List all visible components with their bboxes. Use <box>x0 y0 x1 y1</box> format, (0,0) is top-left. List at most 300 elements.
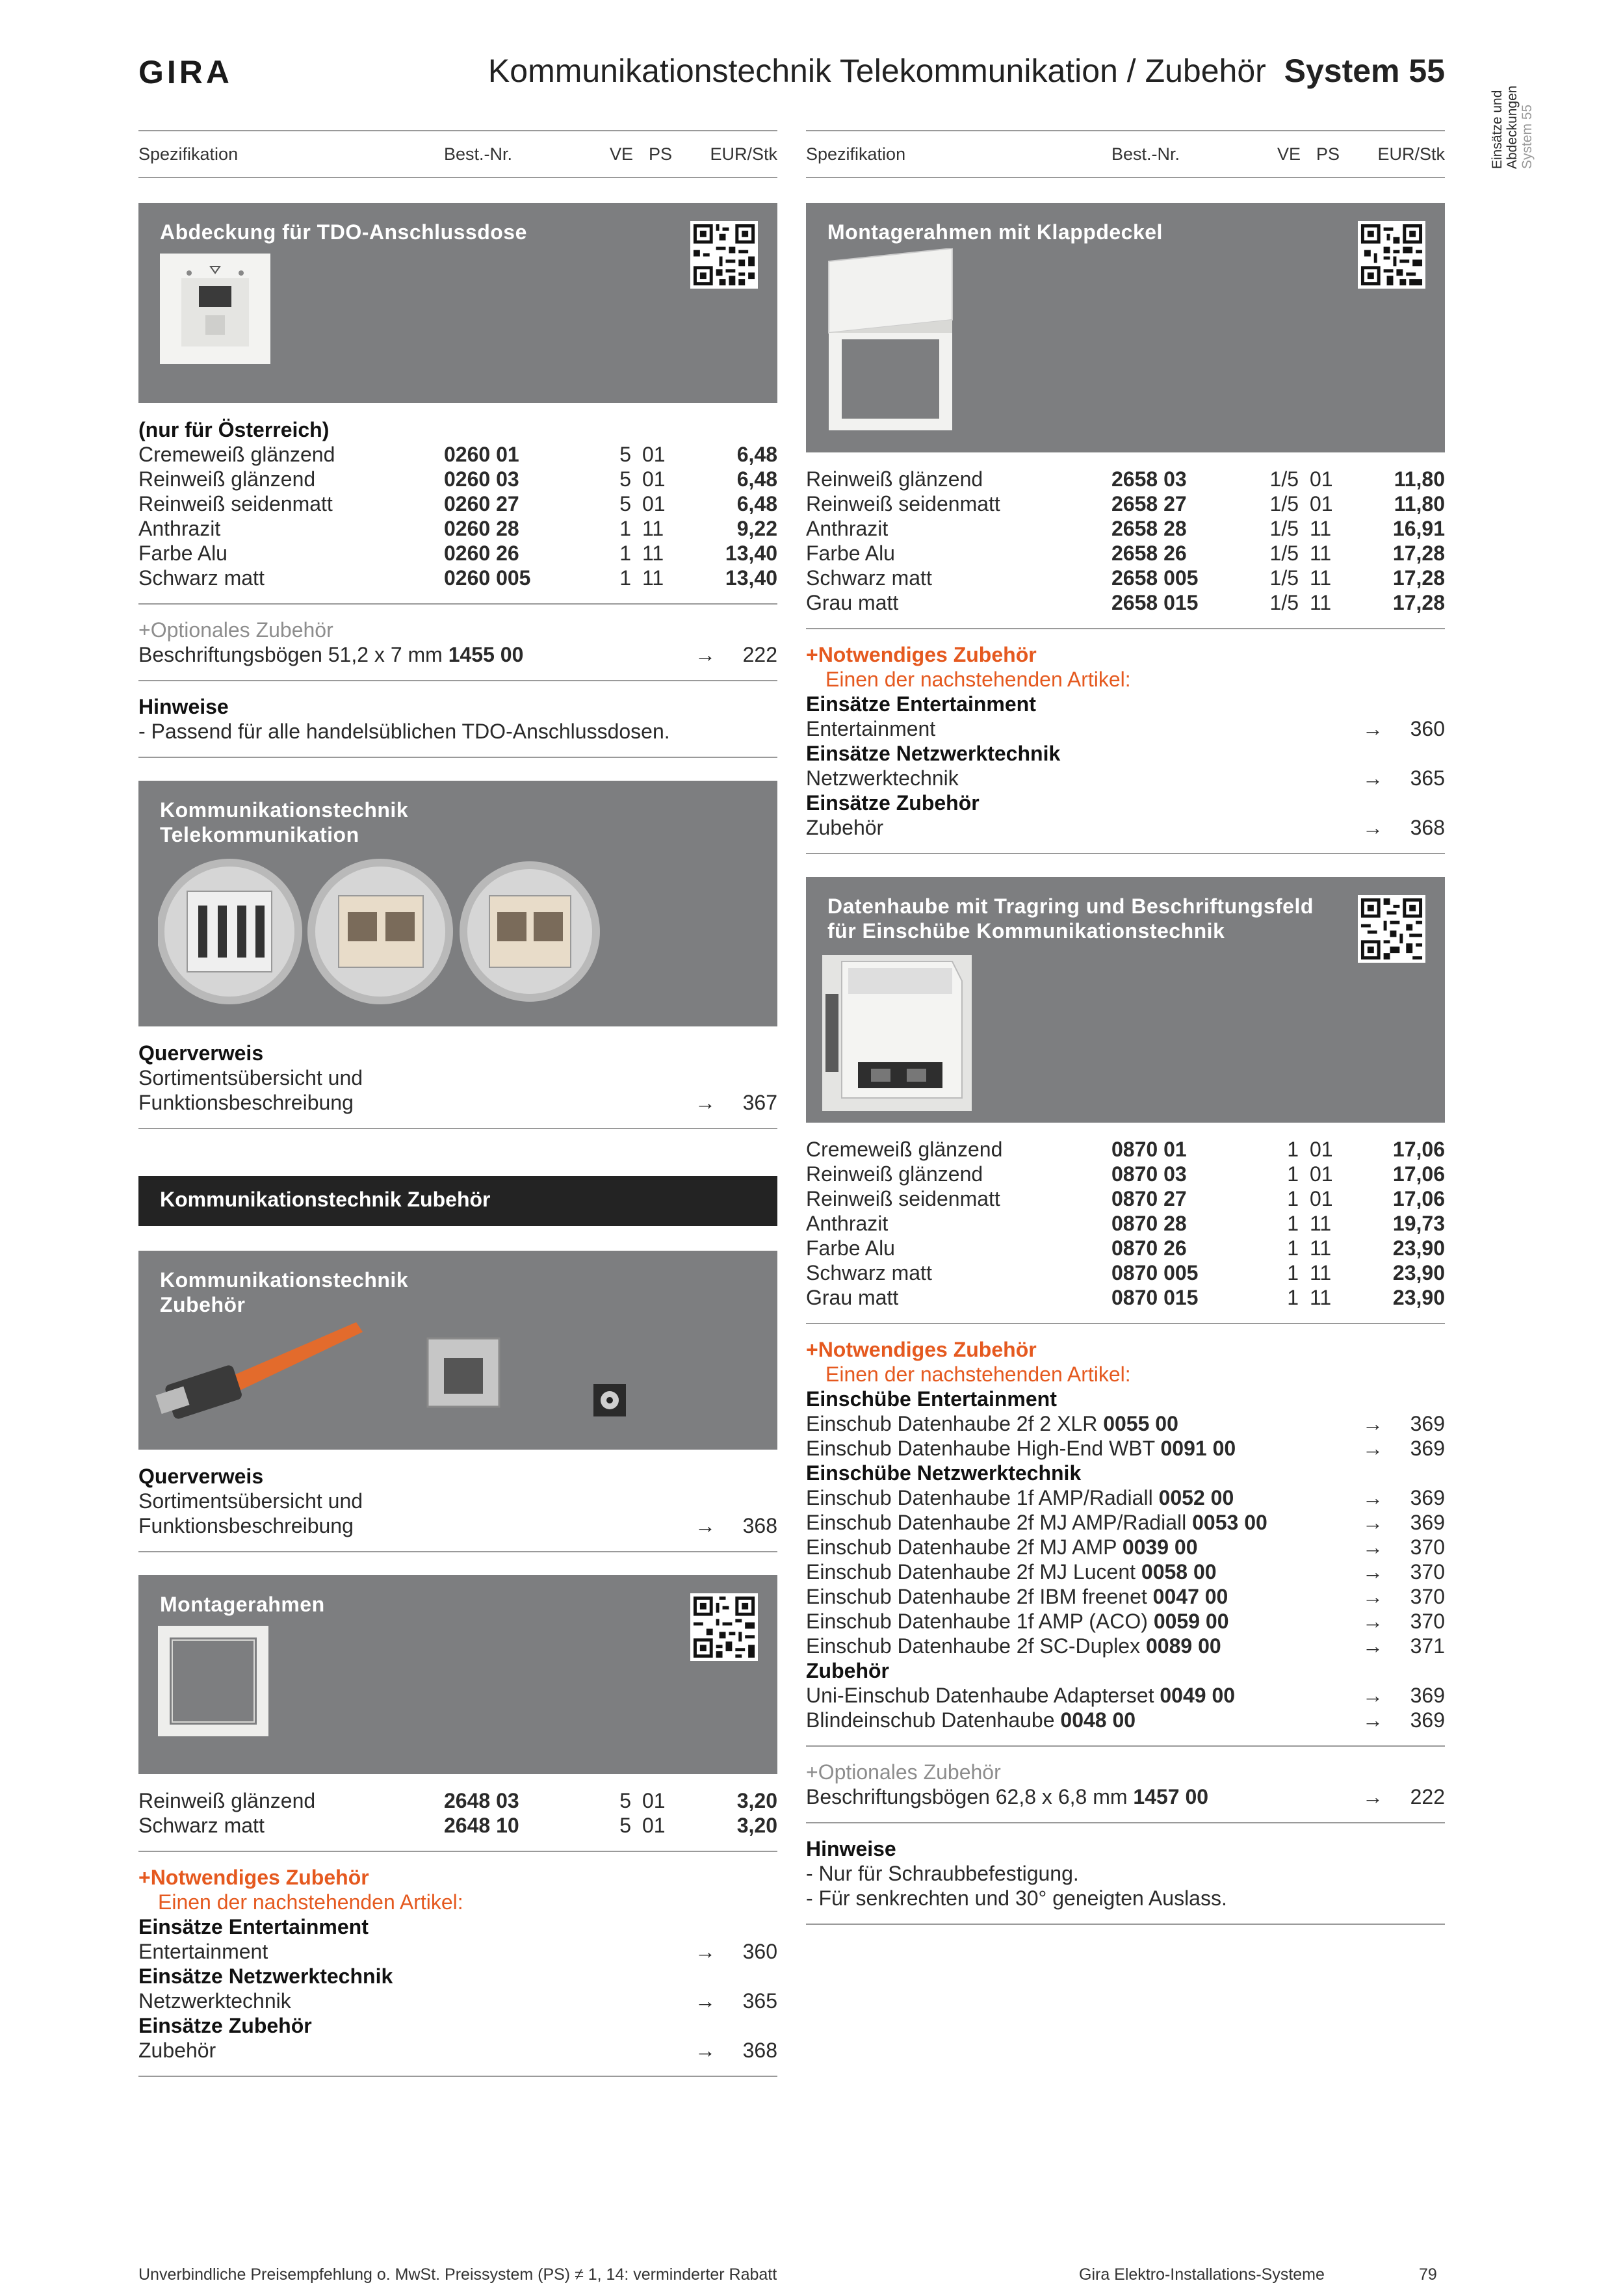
product-ps: 11 <box>642 541 664 565</box>
page-ref[interactable]: 370 <box>1410 1560 1445 1584</box>
hint-row <box>806 1861 1445 1886</box>
arrow-right-icon: → <box>1362 1486 1383 1509</box>
req-label-row <box>806 1337 1445 1362</box>
zubehoer-title-line1: Kommunikationstechnik <box>160 1268 409 1292</box>
product-ve: 5 <box>619 492 631 515</box>
opt-label <box>138 618 333 642</box>
product-name: Reinweiß seidenmatt <box>806 492 1000 515</box>
req-sub-row <box>806 667 1445 692</box>
req-item-text: Einschub Datenhaube High-End WBT <box>806 1437 1155 1460</box>
colhead-ps: PS <box>1316 144 1340 164</box>
product-number: 0870 01 <box>1111 1138 1187 1161</box>
ref-line1: Sortimentsübersicht und <box>138 1489 363 1513</box>
page-ref[interactable]: 369 <box>1410 1412 1445 1435</box>
req-group-heading-text: Einsätze Entertainment <box>806 692 1036 716</box>
section-bar-title: Kommunikationstechnik Zubehör <box>160 1188 491 1211</box>
tdo-title: Abdeckung für TDO-Anschlussdose <box>160 220 527 244</box>
datenhaube-image <box>822 948 978 1117</box>
product-ve: 1/5 <box>1269 492 1299 515</box>
divider <box>806 1924 1445 1925</box>
product-number: 2658 28 <box>1111 517 1187 540</box>
product-ps: 01 <box>1310 492 1333 515</box>
hint-label-row <box>138 694 777 719</box>
arrow-right-icon: → <box>695 643 716 666</box>
product-row[interactable] <box>806 590 1445 615</box>
req-label-text: Notwendiges Zubehör <box>818 643 1037 666</box>
klappdeckel-image <box>822 248 959 437</box>
req-item-text: Entertainment <box>138 1940 268 1963</box>
product-ps: 11 <box>1310 1261 1332 1285</box>
page-ref[interactable]: 365 <box>1410 766 1445 790</box>
daten-required-groups <box>806 1387 1445 1732</box>
divider <box>138 1128 777 1129</box>
req-group-heading-text: Einschübe Netzwerktechnik <box>806 1461 1082 1485</box>
plus-icon: + <box>806 643 818 666</box>
page-ref[interactable]: 371 <box>1410 1634 1445 1658</box>
req-item <box>806 1535 1197 1559</box>
product-price: 17,06 <box>1392 1162 1445 1186</box>
product-number: 0260 27 <box>444 492 519 515</box>
tdo-hints <box>138 694 777 744</box>
req-label-text: Notwendiges Zubehör <box>150 1866 369 1889</box>
hint-text: - Für senkrechten und 30° geneigten Auslass. <box>806 1886 1227 1910</box>
req-item-row[interactable] <box>806 815 1445 840</box>
req-sub: Einen der nachstehenden Artikel: <box>158 1890 463 1914</box>
opt-item <box>138 642 523 667</box>
daten-optional <box>806 1760 1445 1809</box>
product-row[interactable] <box>806 516 1445 541</box>
product-row[interactable] <box>138 467 777 491</box>
req-item-row[interactable] <box>806 1634 1445 1658</box>
product-number: 0260 28 <box>444 517 519 540</box>
req-item-row[interactable] <box>138 1989 777 2013</box>
product-row[interactable] <box>806 1211 1445 1236</box>
arrow-right-icon: → <box>1362 1634 1383 1658</box>
product-name: Farbe Alu <box>138 541 227 565</box>
divider <box>138 757 777 758</box>
req-item-text: Zubehör <box>806 816 884 839</box>
req-sub: Einen der nachstehenden Artikel: <box>825 1363 1131 1386</box>
product-row[interactable] <box>806 1137 1445 1162</box>
product-number: 0260 01 <box>444 443 519 466</box>
req-group-heading <box>138 1964 777 1989</box>
opt-item-text: Beschriftungsbögen 62,8 x 6,8 mm <box>806 1785 1128 1808</box>
req-label-text: Notwendiges Zubehör <box>818 1338 1037 1361</box>
page-ref[interactable]: 368 <box>742 2039 777 2062</box>
column-header-left <box>138 130 777 178</box>
req-item-row[interactable] <box>806 1708 1445 1732</box>
page-title-system: System 55 <box>1284 53 1445 89</box>
product-row[interactable] <box>138 491 777 516</box>
product-ve: 5 <box>619 1814 631 1837</box>
ref-line2: Funktionsbeschreibung <box>138 1091 354 1114</box>
req-group-heading <box>806 790 1445 815</box>
daten-hints <box>806 1836 1445 1911</box>
arrow-right-icon: → <box>695 1091 716 1114</box>
product-ps: 01 <box>1310 467 1333 491</box>
product-ps: 11 <box>1310 1236 1332 1260</box>
req-item-row[interactable] <box>806 1609 1445 1634</box>
page-ref[interactable]: 365 <box>742 1989 777 2013</box>
opt-item-row[interactable] <box>138 642 777 667</box>
arrow-right-icon: → <box>695 1514 716 1537</box>
product-price: 13,40 <box>725 566 777 590</box>
colhead-spec: Spezifikation <box>138 144 239 164</box>
opt-item-nr: 1457 00 <box>1133 1785 1209 1808</box>
product-price: 17,28 <box>1392 566 1445 590</box>
product-ve: 5 <box>619 443 631 466</box>
hint-label-row <box>806 1836 1445 1861</box>
product-row[interactable] <box>138 541 777 566</box>
page-ref[interactable]: 370 <box>1410 1535 1445 1559</box>
req-item-row[interactable] <box>806 1436 1445 1461</box>
product-ve: 1/5 <box>1269 591 1299 614</box>
telekom-title <box>160 798 408 847</box>
req-group-heading <box>138 1914 777 1939</box>
arrow-right-icon: → <box>1362 1560 1383 1584</box>
page-ref[interactable]: 368 <box>1410 816 1445 839</box>
req-item <box>806 1485 1234 1510</box>
hint-text: - Nur für Schraubbefestigung. <box>806 1862 1079 1885</box>
product-number: 2658 26 <box>1111 541 1187 565</box>
req-item-text: Zubehör <box>138 2039 216 2062</box>
ref-label-row <box>138 1041 777 1065</box>
page-ref[interactable]: 360 <box>1410 717 1445 740</box>
req-item <box>806 1510 1267 1535</box>
colhead-ve: VE <box>1277 144 1301 164</box>
page-ref[interactable]: 369 <box>1410 1708 1445 1732</box>
product-name: Anthrazit <box>138 517 221 540</box>
arrow-right-icon: → <box>695 1940 716 1963</box>
opt-item-row[interactable] <box>806 1784 1445 1809</box>
req-item <box>806 1634 1221 1658</box>
page-ref[interactable]: 222 <box>742 643 777 666</box>
req-item-nr: 0089 00 <box>1145 1634 1221 1658</box>
plus-icon: + <box>806 1338 818 1361</box>
req-item-row[interactable] <box>138 1939 777 1964</box>
tdo-rows <box>138 417 777 590</box>
req-group-heading-text: Einsätze Netzwerktechnik <box>806 742 1061 765</box>
product-number: 2658 005 <box>1111 566 1199 590</box>
req-item-text: Einschub Datenhaube 1f AMP/Radiall <box>806 1486 1153 1509</box>
page-ref[interactable]: 369 <box>1410 1437 1445 1460</box>
req-sub-row <box>138 1890 777 1914</box>
req-item-text: Einschub Datenhaube 2f MJ AMP/Radiall <box>806 1511 1187 1534</box>
tdo-product-list <box>138 442 777 590</box>
montage-title: Montagerahmen <box>160 1593 325 1616</box>
product-ps: 11 <box>1310 541 1332 565</box>
ref-line2-row[interactable] <box>138 1090 777 1115</box>
qr-code-icon <box>690 221 758 289</box>
product-name: Anthrazit <box>806 1212 889 1235</box>
product-row[interactable] <box>138 1813 777 1838</box>
side-tab-line1: Einsätze und <box>1490 90 1505 169</box>
arrow-right-icon: → <box>1362 1535 1383 1559</box>
req-item-text: Einschub Datenhaube 2f 2 XLR <box>806 1412 1098 1435</box>
product-row[interactable] <box>806 1162 1445 1186</box>
colhead-nr: Best.-Nr. <box>1111 144 1180 164</box>
page-ref[interactable]: 370 <box>1410 1585 1445 1608</box>
req-item-row[interactable] <box>806 1584 1445 1609</box>
product-price: 17,28 <box>1392 591 1445 614</box>
req-item-text: Netzwerktechnik <box>806 766 959 790</box>
req-item-nr: 0047 00 <box>1152 1585 1228 1608</box>
req-label-row <box>138 1865 777 1890</box>
colhead-nr: Best.-Nr. <box>444 144 513 164</box>
product-row[interactable] <box>806 541 1445 566</box>
ref-line2: Funktionsbeschreibung <box>138 1514 354 1537</box>
page-ref[interactable]: 360 <box>742 1940 777 1963</box>
product-row[interactable] <box>806 467 1445 491</box>
product-row[interactable] <box>806 1260 1445 1285</box>
product-price: 23,90 <box>1392 1236 1445 1260</box>
product-number: 0870 015 <box>1111 1286 1199 1309</box>
arrow-right-icon: → <box>1362 717 1383 740</box>
qr-code-icon <box>1358 895 1425 963</box>
tdo-heading-text: (nur für Österreich) <box>138 418 330 441</box>
req-item-row[interactable] <box>806 716 1445 741</box>
colhead-spec: Spezifikation <box>806 144 906 164</box>
product-name: Grau matt <box>806 591 899 614</box>
arrow-right-icon: → <box>1362 1511 1383 1534</box>
product-ps: 01 <box>1310 1138 1333 1161</box>
zubehoer-title <box>160 1268 408 1317</box>
daten-title-line1: Datenhaube mit Tragring und Beschriftungsfeld <box>827 894 1314 918</box>
page-ref[interactable]: 369 <box>1410 1511 1445 1534</box>
req-item <box>806 1708 1136 1732</box>
product-ve: 1 <box>1287 1212 1299 1235</box>
product-price: 11,80 <box>1394 467 1445 491</box>
product-number: 0870 28 <box>1111 1212 1187 1235</box>
product-ps: 01 <box>1310 1187 1333 1210</box>
req-group-heading <box>806 741 1445 766</box>
colhead-ve: VE <box>610 144 634 164</box>
product-name: Cremeweiß glänzend <box>806 1138 1003 1161</box>
opt-item-text: Beschriftungsbögen 51,2 x 7 mm <box>138 643 443 666</box>
req-item-text: Einschub Datenhaube 1f AMP (ACO) <box>806 1610 1148 1633</box>
arrow-right-icon: → <box>1362 766 1383 790</box>
req-item-row[interactable] <box>806 1559 1445 1584</box>
product-number: 0870 005 <box>1111 1261 1199 1285</box>
req-item-row[interactable] <box>806 766 1445 790</box>
montage-required-items <box>138 1914 777 2063</box>
req-item-row[interactable] <box>806 1411 1445 1436</box>
zubehoer-panel <box>138 1251 777 1450</box>
product-ps: 01 <box>1310 1162 1333 1186</box>
telekom-panel <box>138 781 777 1026</box>
product-row[interactable] <box>138 442 777 467</box>
telekom-modules-image <box>158 854 600 1010</box>
page-title <box>455 52 1445 90</box>
product-ps: 01 <box>642 443 666 466</box>
arrow-right-icon: → <box>1362 1708 1383 1732</box>
tdo-panel <box>138 203 777 403</box>
req-item <box>806 1411 1178 1436</box>
req-group-heading <box>806 1658 1445 1683</box>
req-item-row[interactable] <box>806 1535 1445 1559</box>
page-ref[interactable]: 222 <box>1410 1785 1445 1808</box>
page-ref[interactable]: 369 <box>1410 1486 1445 1509</box>
req-item-nr: 0055 00 <box>1103 1412 1178 1435</box>
hint-label: Hinweise <box>138 695 229 718</box>
product-row[interactable] <box>138 1788 777 1813</box>
req-item-row[interactable] <box>138 2038 777 2063</box>
product-price: 6,48 <box>736 467 777 491</box>
ref-label: Querverweis <box>138 1465 264 1488</box>
req-item-nr: 0091 00 <box>1160 1437 1236 1460</box>
opt-label-row <box>806 1760 1445 1784</box>
req-group-heading-text: Zubehör <box>806 1659 889 1682</box>
left-column <box>138 130 777 2090</box>
req-item-row[interactable] <box>806 1683 1445 1708</box>
product-number: 0260 26 <box>444 541 519 565</box>
req-item-text: Einschub Datenhaube 2f IBM freenet <box>806 1585 1147 1608</box>
daten-title <box>827 894 1314 943</box>
divider <box>806 1323 1445 1324</box>
side-tab <box>1488 72 1534 182</box>
req-item-row[interactable] <box>806 1485 1445 1510</box>
product-name: Anthrazit <box>806 517 889 540</box>
side-tab-line3: System 55 <box>1520 104 1535 169</box>
product-row[interactable] <box>806 1285 1445 1310</box>
product-name: Farbe Alu <box>806 541 895 565</box>
product-price: 9,22 <box>736 517 777 540</box>
product-number: 2658 015 <box>1111 591 1199 614</box>
product-ps: 11 <box>642 517 664 540</box>
req-group-heading <box>806 1387 1445 1411</box>
product-name: Schwarz matt <box>806 566 932 590</box>
req-item-text: Einschub Datenhaube 2f MJ AMP <box>806 1535 1117 1559</box>
req-item-text: Einschub Datenhaube 2f MJ Lucent <box>806 1560 1136 1584</box>
brand-logo: GIRA <box>138 54 233 90</box>
product-name: Reinweiß seidenmatt <box>806 1187 1000 1210</box>
divider <box>806 628 1445 629</box>
product-ps: 11 <box>642 566 664 590</box>
klapp-required <box>806 642 1445 840</box>
qr-code-icon <box>1358 221 1425 289</box>
req-sub: Einen der nachstehenden Artikel: <box>825 668 1131 691</box>
product-name: Cremeweiß glänzend <box>138 443 335 466</box>
product-ve: 1 <box>619 566 631 590</box>
product-row[interactable] <box>138 566 777 590</box>
product-ve: 1 <box>619 541 631 565</box>
req-item-nr: 0049 00 <box>1160 1684 1236 1707</box>
colhead-eur: EUR/Stk <box>1377 144 1445 164</box>
product-ve: 1 <box>1287 1236 1299 1260</box>
ref-line1-row <box>138 1065 777 1090</box>
tdo-optional <box>138 618 777 667</box>
req-item-text: Entertainment <box>806 717 936 740</box>
product-ve: 1/5 <box>1269 467 1299 491</box>
req-label <box>138 1865 369 1890</box>
montage-rows <box>138 1788 777 1838</box>
zubehoer-ref <box>138 1464 777 1538</box>
product-ve: 1 <box>619 517 631 540</box>
product-number: 2648 03 <box>444 1789 519 1812</box>
product-number: 0870 26 <box>1111 1236 1187 1260</box>
product-number: 2658 27 <box>1111 492 1187 515</box>
product-row[interactable] <box>806 1236 1445 1260</box>
klapp-required-items <box>806 692 1445 840</box>
page-title-text: Kommunikationstechnik Telekommunikation / Zubehör <box>487 53 1266 89</box>
telekom-ref <box>138 1041 777 1115</box>
product-ve: 1 <box>1287 1162 1299 1186</box>
colhead-ps: PS <box>649 144 673 164</box>
column-header-right <box>806 130 1445 178</box>
product-ve: 1/5 <box>1269 541 1299 565</box>
req-group-heading-text: Einsätze Zubehör <box>806 791 980 815</box>
page-ref[interactable]: 370 <box>1410 1610 1445 1633</box>
arrow-right-icon: → <box>1362 1684 1383 1707</box>
product-row[interactable] <box>138 516 777 541</box>
zubehoer-accessories-image <box>155 1322 662 1426</box>
req-item-nr: 0059 00 <box>1153 1610 1229 1633</box>
arrow-right-icon: → <box>695 1989 716 2013</box>
klapp-rows <box>806 467 1445 615</box>
req-group-heading-text: Einschübe Entertainment <box>806 1387 1057 1411</box>
side-tab-line2: Abdeckungen <box>1505 85 1520 169</box>
montage-panel <box>138 1575 777 1774</box>
page-ref[interactable]: 368 <box>742 1514 777 1537</box>
product-price: 17,06 <box>1392 1138 1445 1161</box>
opt-item-nr: 1455 00 <box>448 643 524 666</box>
tdo-heading <box>138 417 777 442</box>
opt-label-text: Optionales Zubehör <box>818 1760 1001 1784</box>
ref-line2-row[interactable] <box>138 1513 777 1538</box>
product-price: 13,40 <box>725 541 777 565</box>
product-price: 23,90 <box>1392 1286 1445 1309</box>
footer-brand: Gira Elektro-Installations-Systeme <box>1079 2265 1325 2284</box>
product-row[interactable] <box>806 491 1445 516</box>
montage-required <box>138 1865 777 2063</box>
divider <box>806 1745 1445 1747</box>
product-price: 6,48 <box>736 443 777 466</box>
arrow-right-icon: → <box>1362 1412 1383 1435</box>
page-ref[interactable]: 367 <box>742 1091 777 1114</box>
product-price: 3,20 <box>736 1814 777 1837</box>
hint-text: - Passend für alle handelsüblichen TDO-Anschlussdosen. <box>138 720 670 743</box>
footer-note: Unverbindliche Preisempfehlung o. MwSt. Preissystem (PS) ≠ 1, 14: verminderter Rabatt <box>138 2265 777 2284</box>
product-number: 2648 10 <box>444 1814 519 1837</box>
product-ve: 1/5 <box>1269 566 1299 590</box>
product-name: Reinweiß glänzend <box>138 1789 316 1812</box>
req-item-row[interactable] <box>806 1510 1445 1535</box>
product-row[interactable] <box>806 566 1445 590</box>
req-item-text: Netzwerktechnik <box>138 1989 291 2013</box>
montage-product-list <box>138 1788 777 1838</box>
divider <box>138 680 777 681</box>
product-price: 19,73 <box>1392 1212 1445 1235</box>
montagerahmen-image <box>158 1626 268 1736</box>
product-ve: 1 <box>1287 1187 1299 1210</box>
product-row[interactable] <box>806 1186 1445 1211</box>
divider <box>138 1551 777 1552</box>
arrow-right-icon: → <box>1362 1437 1383 1460</box>
right-column <box>806 130 1445 1938</box>
req-group-heading-text: Einsätze Netzwerktechnik <box>138 1964 393 1988</box>
req-item <box>806 1559 1217 1584</box>
tdo-cover-image <box>160 254 270 364</box>
page-number: 79 <box>1419 2265 1437 2284</box>
product-number: 0870 27 <box>1111 1187 1187 1210</box>
colhead-eur: EUR/Stk <box>710 144 777 164</box>
ref-label: Querverweis <box>138 1041 264 1065</box>
req-group-heading-text: Einsätze Entertainment <box>138 1915 369 1938</box>
product-price: 6,48 <box>736 492 777 515</box>
product-price: 11,80 <box>1394 492 1445 515</box>
page-ref[interactable]: 369 <box>1410 1684 1445 1707</box>
arrow-right-icon: → <box>1362 816 1383 839</box>
